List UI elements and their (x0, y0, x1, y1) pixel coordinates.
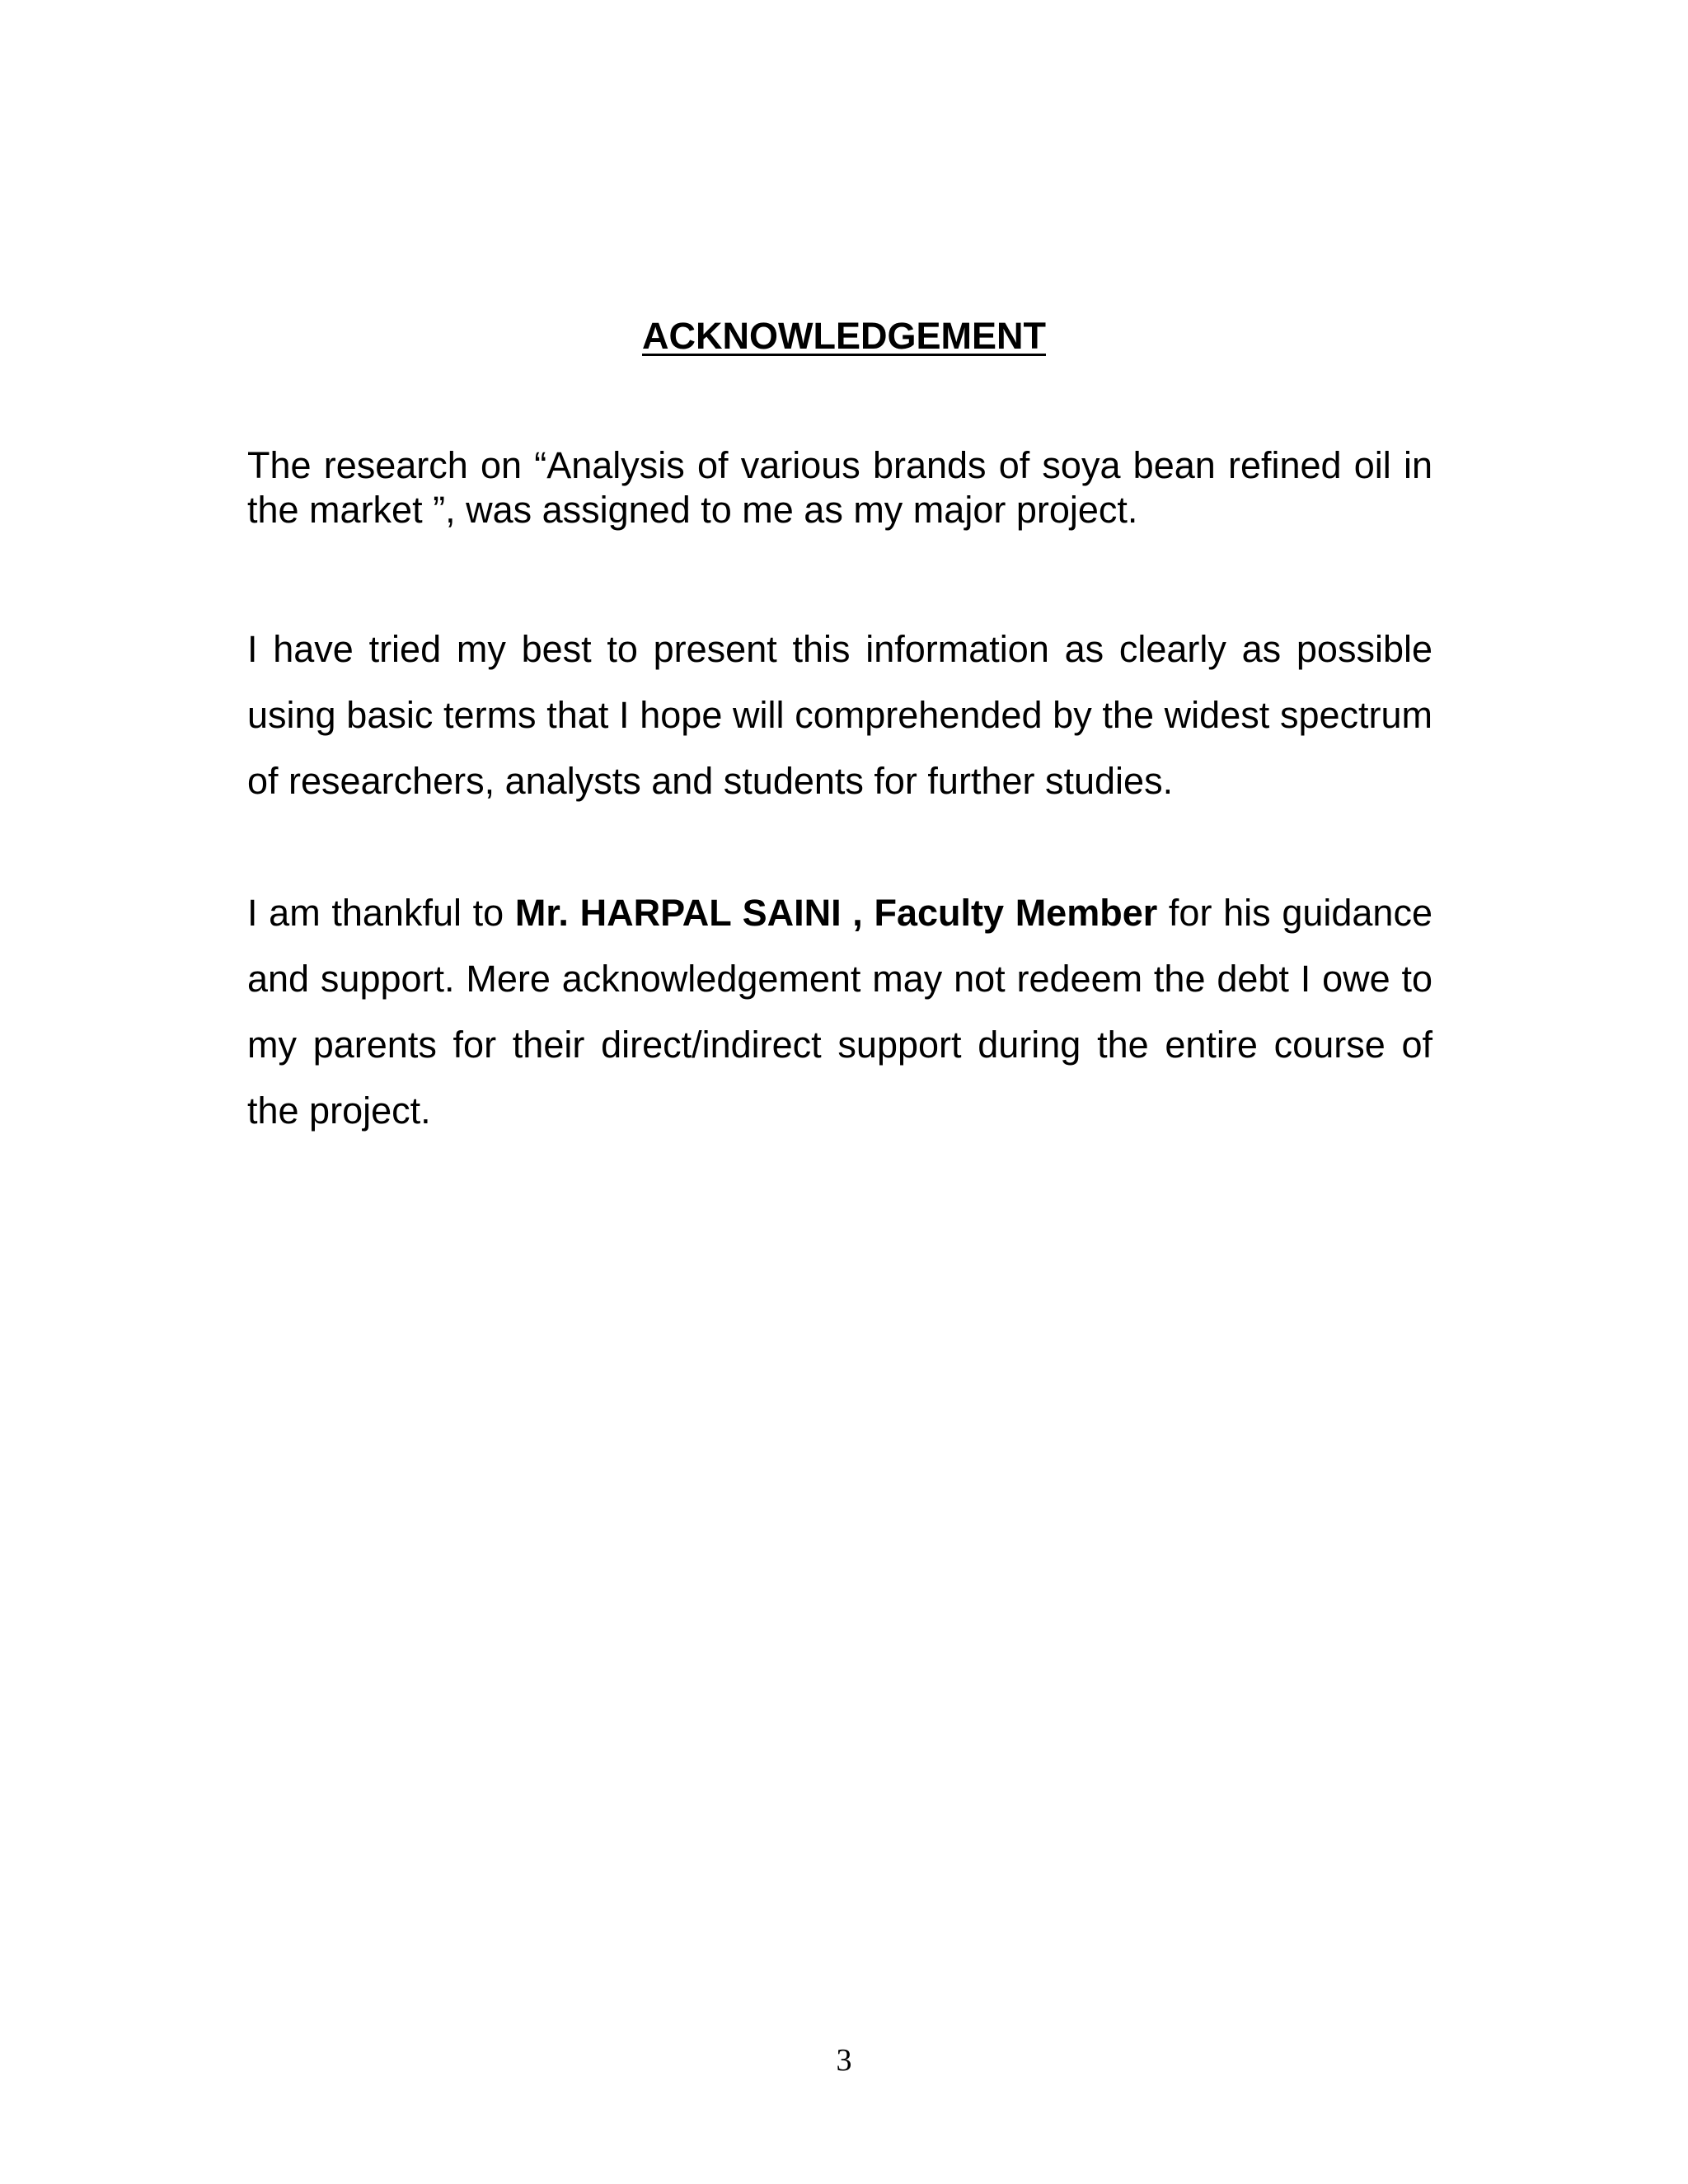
paragraph-presentation: I have tried my best to present this information as clearly as possible using basic terms that I hope will comprehended by the widest spectrum of researchers, analysts and students for further studies. (247, 628, 1432, 802)
paragraph-thanks (247, 880, 1432, 1144)
page-title (0, 313, 1688, 359)
page-number: 3 (836, 2043, 852, 2078)
faculty-name: Mr. HARPAL SAINI , Faculty Member (514, 892, 1158, 934)
page-title-text: ACKNOWLEDGEMENT (642, 315, 1046, 357)
thanks-rest-text: for his guidance and support. Mere acknowledgement may not redeem the debt I owe to my parents for their direct/indirect support during the entire course of the project. (247, 892, 1432, 1132)
paragraph-research-assignment: The research on “Analysis of various brands of soya bean refined oil in the market ”, was assigned to me as my major project. (247, 444, 1432, 531)
thanks-intro-text: I am thankful to (247, 892, 515, 934)
